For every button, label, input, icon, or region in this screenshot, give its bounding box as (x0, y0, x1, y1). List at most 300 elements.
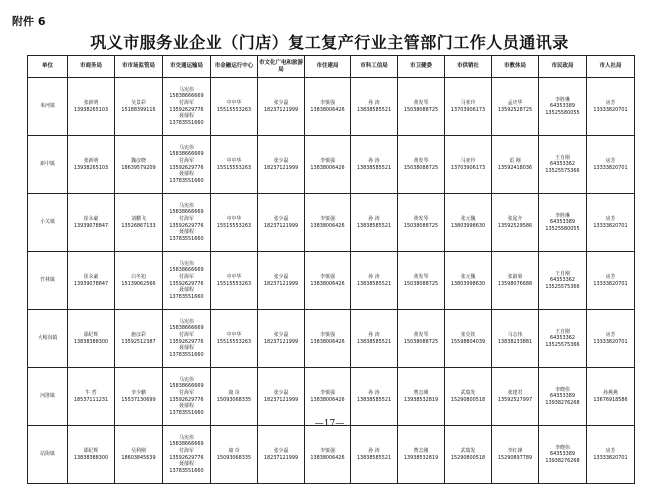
contact-entry (258, 332, 304, 345)
contact-name: 房芳 (605, 447, 616, 454)
table-row (28, 310, 635, 368)
contact-name: 黄发琴 (413, 273, 429, 280)
contact-cell (115, 310, 163, 368)
contact-entry (211, 332, 257, 345)
contact-phone: 15838666669 (169, 93, 204, 100)
contact-entry (539, 226, 586, 233)
contact-cell (445, 78, 492, 136)
contact-entry (398, 390, 444, 403)
contact-cell (539, 194, 587, 252)
contact-phone: 13333820701 (593, 164, 628, 171)
contact-name: 付海军 (179, 389, 194, 396)
contact-entry (115, 332, 162, 345)
contact-phone: 15598804039 (450, 338, 486, 345)
contact-phone: 18237121999 (263, 164, 299, 171)
contact-entry (587, 390, 634, 403)
contact-entry (445, 274, 491, 287)
contact-phone: 15515553263 (216, 106, 252, 113)
contact-phone: 18237121999 (263, 280, 299, 287)
contact-entry (211, 390, 257, 403)
contact-entry (445, 390, 491, 403)
contact-name: 张建君 (507, 389, 523, 396)
contact-entry (398, 216, 444, 229)
contact-phone: 13333820701 (593, 454, 628, 461)
contact-phone: 15838666669 (169, 325, 204, 332)
contact-entry (398, 332, 444, 345)
contact-name: 张少磊 (273, 447, 289, 454)
attachment-label: 附件 6 (12, 15, 46, 28)
contact-entry (351, 100, 397, 113)
contact-entry (398, 448, 444, 461)
contact-entry (163, 332, 210, 345)
contact-phone: 13838006426 (310, 396, 345, 403)
contact-cell (115, 252, 163, 310)
page-number: —17— (314, 419, 345, 429)
contact-name: 魏彦晓 (131, 157, 146, 164)
contact-cell (258, 310, 305, 368)
contact-cell (258, 368, 305, 426)
contact-entry (115, 158, 162, 171)
contact-name: 中中华 (226, 157, 242, 164)
column-header: 市交通运输局 (163, 56, 211, 78)
contact-entry (351, 216, 397, 229)
contact-entry (163, 390, 210, 403)
contact-phone: 13838585521 (356, 164, 392, 171)
contact-entry (163, 87, 210, 100)
contact-cell (445, 136, 492, 194)
contact-name: 张克钦 (460, 331, 476, 338)
contact-phone: 13333820701 (593, 280, 628, 287)
contact-cell (163, 310, 211, 368)
contact-name: 张少磊 (273, 99, 289, 106)
contact-name: 李慎强 (320, 389, 335, 396)
contact-name: 马宪伟 (179, 202, 194, 209)
contact-cell (539, 252, 587, 310)
contact-phone: 15290897789 (497, 454, 533, 461)
contact-name: 雷 刚 (509, 157, 521, 164)
contact-cell (115, 194, 163, 252)
contact-phone: 13676918586 (593, 396, 628, 403)
contact-phone: 13333820701 (593, 338, 628, 345)
contact-name: 武瑞发 (460, 447, 476, 454)
contact-entry (539, 445, 586, 458)
contact-entry (398, 158, 444, 171)
contact-entry (163, 100, 210, 113)
contact-phone: 13938276268 (545, 399, 580, 406)
contact-phone: 18537111231 (73, 396, 109, 403)
contact-entry (68, 448, 114, 461)
contact-phone: 13838006426 (310, 106, 345, 113)
contact-cell (398, 426, 445, 484)
contact-entry (163, 216, 210, 229)
contact-name: 付海军 (179, 99, 194, 106)
contact-name: 吴景彩 (131, 99, 146, 106)
table-row (28, 194, 635, 252)
contact-phone: 18639579209 (121, 164, 156, 171)
contact-phone: 15515553263 (216, 164, 252, 171)
town-name-cell: 小关镇 (28, 194, 68, 252)
contact-cell (351, 368, 398, 426)
contact-entry (539, 271, 586, 284)
contact-entry (587, 332, 634, 345)
contact-name: 房芳 (605, 215, 616, 222)
contact-name: 付海军 (179, 157, 194, 164)
contact-phone: 13592529586 (497, 222, 533, 229)
contact-cell (211, 368, 258, 426)
contact-name: 李晓伟 (555, 444, 570, 451)
contact-phone: 15290800518 (450, 396, 486, 403)
contact-cell (587, 194, 635, 252)
contact-entry (305, 332, 350, 345)
contact-name: 孙 涛 (368, 389, 380, 396)
contact-phone: 13783551660 (169, 351, 204, 358)
contact-cell (351, 78, 398, 136)
contact-name: 施彦彩 (131, 331, 146, 338)
contact-phone: 13333820701 (593, 106, 628, 113)
contact-name: 张淑菊 (507, 273, 523, 280)
contact-cell (398, 310, 445, 368)
contact-phone: 13525575366 (545, 341, 580, 348)
contact-name: 牛 哲 (85, 389, 97, 396)
contact-name: 孙 涛 (368, 157, 380, 164)
contact-phone: 13783551660 (169, 293, 204, 300)
contact-phone: 13838585521 (356, 280, 392, 287)
contact-entry (163, 377, 210, 390)
contact-name: 聂郁程 (179, 113, 194, 120)
contact-cell (163, 252, 211, 310)
contact-entry (587, 274, 634, 287)
contact-name: 邵纪辉 (83, 447, 99, 454)
contact-entry (445, 100, 491, 113)
contact-phone: 13592629776 (169, 106, 204, 113)
contact-cell (305, 310, 351, 368)
contact-entry (163, 448, 210, 461)
contact-cell (68, 78, 115, 136)
contact-phone: 15515553263 (216, 338, 252, 345)
contact-phone: 15038088725 (403, 222, 439, 229)
contact-name: 张新明 (83, 99, 99, 106)
contact-cell (398, 136, 445, 194)
contact-cell (445, 252, 492, 310)
contact-entry (305, 158, 350, 171)
contact-entry (305, 448, 350, 461)
contact-phone: 13803998630 (450, 280, 486, 287)
contact-entry (492, 332, 538, 345)
contact-name: 白冬旭 (131, 273, 146, 280)
contact-name: 李少鹏 (131, 389, 146, 396)
contact-phone: 13838388300 (73, 338, 109, 345)
contact-phone: 13783551660 (169, 235, 204, 242)
contact-name: 李慎强 (320, 447, 335, 454)
contact-phone: 18237121999 (263, 222, 299, 229)
contact-entry (258, 158, 304, 171)
contact-name: 房芳 (605, 331, 616, 338)
contact-cell (351, 426, 398, 484)
contact-name: 张晁介 (507, 215, 523, 222)
contact-cell (68, 194, 115, 252)
contact-entry (211, 274, 257, 287)
contact-phone: 13838585521 (356, 338, 392, 345)
column-header: 单位 (28, 56, 68, 78)
contact-name: 黄发琴 (413, 215, 429, 222)
contact-entry (305, 274, 350, 287)
town-name-cell: 新中镇 (28, 136, 68, 194)
contact-entry (115, 216, 162, 229)
contact-phone: 13592629776 (169, 338, 204, 345)
contact-entry (492, 274, 538, 287)
contact-cell (211, 426, 258, 484)
contact-cell (445, 194, 492, 252)
contact-cell (587, 368, 635, 426)
contact-name: 张新明 (83, 157, 99, 164)
contact-entry (351, 274, 397, 287)
contact-entry (258, 448, 304, 461)
contact-cell (587, 78, 635, 136)
contact-phone: 13783551660 (169, 177, 204, 184)
contact-entry (539, 168, 586, 175)
contact-entry (211, 216, 257, 229)
contact-phone: 15188399116 (121, 106, 156, 113)
contact-entry (211, 158, 257, 171)
town-name-cell: 竹林镇 (28, 252, 68, 310)
contact-name: 孙 涛 (368, 447, 380, 454)
contact-entry (305, 390, 350, 403)
contact-entry (211, 100, 257, 113)
contact-entry (258, 216, 304, 229)
contact-entry (258, 274, 304, 287)
contact-entry (163, 261, 210, 274)
column-header: 市住建局 (305, 56, 351, 78)
contact-name: 张少磊 (273, 157, 289, 164)
contact-phone: 15038088725 (403, 338, 439, 345)
contact-entry (492, 390, 538, 403)
contact-name: 李慎强 (320, 99, 335, 106)
contact-name: 孙 涛 (368, 331, 380, 338)
contact-phone: 13525580055 (545, 225, 580, 232)
contact-phone: 13525575366 (545, 283, 580, 290)
contact-phone: 13703906173 (450, 106, 486, 113)
contact-phone: 64353389 (550, 219, 575, 226)
contact-phone: 18237121999 (263, 454, 299, 461)
contact-entry (211, 448, 257, 461)
contact-phone: 13838585521 (356, 222, 392, 229)
contact-name: 张少磊 (273, 215, 289, 222)
contact-phone: 15838666669 (169, 383, 204, 390)
contact-phone: 18237121999 (263, 396, 299, 403)
contact-name: 马宪伟 (179, 318, 194, 325)
contact-phone: 13838585521 (356, 106, 392, 113)
contact-phone: 15838666669 (169, 151, 204, 158)
contact-cell (68, 252, 115, 310)
contact-entry (492, 158, 538, 171)
contact-phone: 13592629776 (169, 222, 204, 229)
contact-entry (115, 100, 162, 113)
contact-name: 李胜琳 (555, 212, 570, 219)
contact-entry (163, 287, 210, 300)
contact-cell (445, 426, 492, 484)
contact-phone: 13592629776 (169, 396, 204, 403)
contact-phone: 15038088725 (403, 280, 439, 287)
contact-name: 王自刚 (555, 270, 570, 277)
contact-entry (163, 171, 210, 184)
contact-entry (351, 448, 397, 461)
contact-name: 崔永豪 (83, 273, 99, 280)
contact-cell (258, 252, 305, 310)
contact-entry (68, 390, 114, 403)
contact-cell (305, 426, 351, 484)
contact-phone: 13838006426 (310, 164, 345, 171)
contact-name: 孙 涛 (368, 99, 380, 106)
contact-cell (68, 426, 115, 484)
contact-entry (68, 100, 114, 113)
contact-name: 武瑞发 (460, 389, 476, 396)
contact-cell (587, 136, 635, 194)
contact-phone: 13333820701 (593, 222, 628, 229)
contact-phone: 13938276268 (545, 457, 580, 464)
contact-phone: 13803998630 (450, 222, 486, 229)
contact-entry (305, 216, 350, 229)
contact-phone: 13838006426 (310, 222, 345, 229)
contact-name: 李慎强 (320, 331, 335, 338)
contact-phone: 13838388300 (73, 454, 109, 461)
contact-name: 付海军 (179, 215, 194, 222)
contact-entry (539, 155, 586, 168)
contact-cell (398, 78, 445, 136)
contact-phone: 13838585521 (356, 454, 392, 461)
contact-phone: 15537130699 (121, 396, 156, 403)
contact-phone: 64353389 (550, 393, 575, 400)
contact-cell (115, 78, 163, 136)
contact-entry (351, 390, 397, 403)
contact-entry (398, 274, 444, 287)
contact-name: 孙燕燕 (603, 389, 618, 396)
contact-entry (492, 216, 538, 229)
contact-name: 马宪伟 (179, 86, 194, 93)
page-title: 巩义市服务业企业（门店）复工复产行业主管部门工作人员通讯录 (90, 33, 569, 52)
contact-name: 聂郁程 (179, 171, 194, 178)
table-row (28, 368, 635, 426)
contact-name: 付海军 (179, 273, 194, 280)
contact-entry (587, 448, 634, 461)
contact-name: 张元魏 (460, 215, 476, 222)
contact-cell (587, 310, 635, 368)
contact-phone: 13938265103 (73, 164, 109, 171)
contact-name: 邵纪辉 (83, 331, 99, 338)
contact-phone: 64353362 (550, 277, 575, 284)
contact-phone: 15515553263 (216, 280, 252, 287)
contact-cell (539, 310, 587, 368)
contact-cell (492, 368, 539, 426)
contact-entry (398, 100, 444, 113)
contact-phone: 13592527997 (497, 396, 533, 403)
contact-name: 孟庆华 (507, 99, 523, 106)
column-header: 市市场监管局 (115, 56, 163, 78)
contact-cell (163, 78, 211, 136)
table-header-row (28, 56, 635, 78)
contact-cell (445, 368, 492, 426)
contact-name: 张少磊 (273, 273, 289, 280)
contact-cell (163, 368, 211, 426)
contact-entry (163, 319, 210, 332)
contact-entry (351, 332, 397, 345)
contact-name: 李慎强 (320, 273, 335, 280)
contact-cell (211, 310, 258, 368)
contact-phone: 13939078847 (73, 222, 109, 229)
contact-name: 黄发琴 (413, 331, 429, 338)
contact-cell (492, 426, 539, 484)
contact-entry (539, 97, 586, 110)
contact-entry (492, 448, 538, 461)
contact-phone: 13838006426 (310, 280, 345, 287)
contact-name: 房芳 (605, 99, 616, 106)
contact-cell (211, 136, 258, 194)
column-header: 市文化广电和旅游局 (258, 56, 305, 78)
contact-phone: 13525575366 (545, 167, 580, 174)
contact-entry (539, 329, 586, 342)
contact-name: 吴利刚 (131, 447, 146, 454)
contact-name: 马宪伟 (179, 434, 194, 441)
contact-cell (211, 194, 258, 252)
contact-phone: 15093068335 (216, 454, 252, 461)
contact-phone: 18603845639 (121, 454, 156, 461)
contact-cell (539, 368, 587, 426)
contact-entry (445, 158, 491, 171)
contact-phone: 13592629776 (169, 164, 204, 171)
contact-phone: 15093068335 (216, 396, 252, 403)
contact-entry (163, 145, 210, 158)
column-header: 市科工信局 (351, 56, 398, 78)
contact-name: 聂郁程 (179, 229, 194, 236)
contact-phone: 13783551660 (169, 119, 204, 126)
contact-phone: 13783551660 (169, 409, 204, 416)
contact-name: 孙 涛 (368, 215, 380, 222)
contact-phone: 13592418036 (497, 164, 533, 171)
contact-name: 聂郁程 (179, 287, 194, 294)
contact-entry (305, 100, 350, 113)
contact-cell (163, 194, 211, 252)
contact-entry (539, 387, 586, 400)
contact-name: 张少磊 (273, 331, 289, 338)
contact-phone: 13526867133 (121, 222, 156, 229)
contact-name: 房芳 (605, 273, 616, 280)
contact-name: 中中华 (226, 331, 242, 338)
contact-entry (492, 100, 538, 113)
contact-phone: 13838233881 (497, 338, 533, 345)
contact-cell (351, 252, 398, 310)
contact-phone: 13703906173 (450, 164, 486, 171)
contact-cell (258, 78, 305, 136)
contact-cell (492, 194, 539, 252)
town-name-cell: 站街镇 (28, 426, 68, 484)
town-name-cell: 大峪沟镇 (28, 310, 68, 368)
contact-name: 王自刚 (555, 328, 570, 335)
contact-phone: 13598076688 (497, 280, 533, 287)
contact-cell (398, 194, 445, 252)
contact-cell (305, 136, 351, 194)
contact-name: 康 奇 (228, 447, 240, 454)
contact-cell (68, 368, 115, 426)
contact-entry (539, 213, 586, 226)
contact-entry (68, 332, 114, 345)
contact-phone: 13525580055 (545, 109, 580, 116)
contact-phone: 64353362 (550, 161, 575, 168)
contact-entry (587, 100, 634, 113)
contact-name: 聂郁程 (179, 345, 194, 352)
contact-cell (115, 136, 163, 194)
contact-cell (258, 426, 305, 484)
contact-phone: 13592629776 (169, 454, 204, 461)
contact-cell (539, 136, 587, 194)
